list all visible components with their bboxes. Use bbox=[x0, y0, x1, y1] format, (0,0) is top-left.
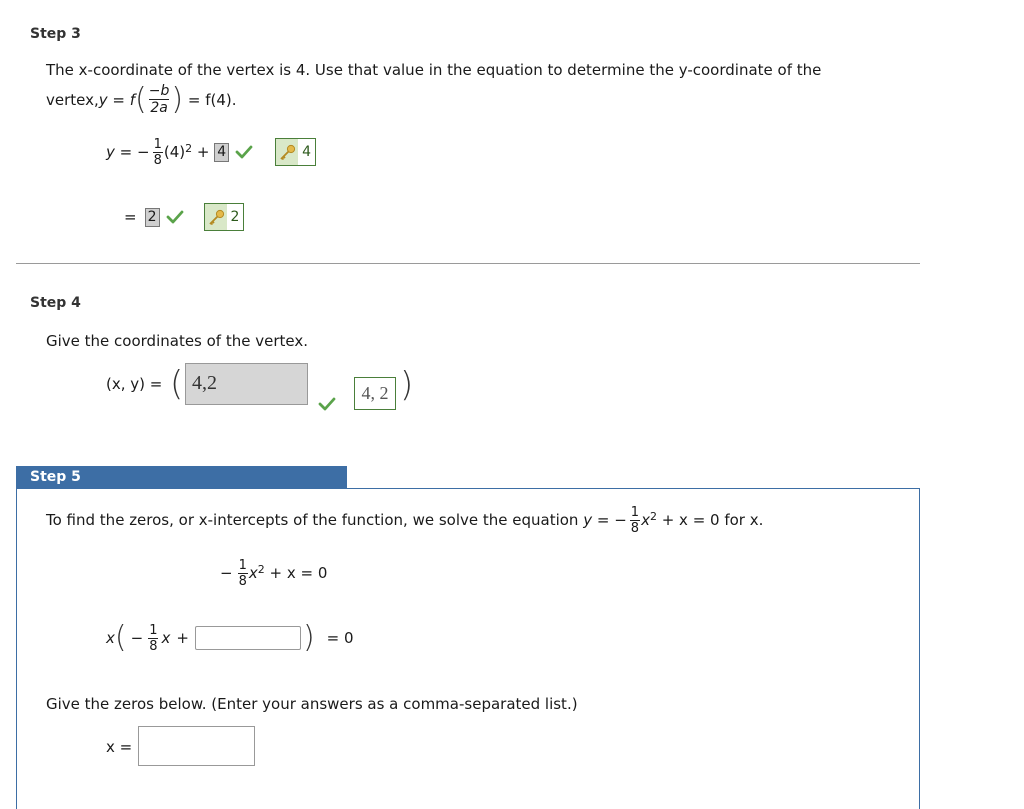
step4-paren-left: ( bbox=[170, 364, 184, 404]
step5-prompt-x: x bbox=[641, 511, 650, 529]
line2-key-value: 2 bbox=[230, 209, 240, 225]
step5-equation1 bbox=[220, 553, 327, 593]
line1-plus: + bbox=[192, 143, 215, 161]
eq1-frac-den: 8 bbox=[238, 573, 247, 589]
line1-frac-den: 8 bbox=[153, 152, 162, 168]
eq2-rhs: = 0 bbox=[326, 629, 354, 647]
key-icon bbox=[205, 204, 227, 230]
eq2-frac-den: 8 bbox=[149, 638, 158, 654]
step5-equation2 bbox=[106, 618, 354, 658]
line1-term: (4) bbox=[163, 143, 186, 161]
step5-zeros-prompt: Give the zeros below. (Enter your answers as a comma-separated list.) bbox=[46, 695, 578, 713]
zeros-input[interactable] bbox=[138, 726, 255, 766]
eq2-frac-num: 1 bbox=[149, 622, 158, 638]
step5-prompt-y: y bbox=[583, 511, 593, 529]
frac-num: −b bbox=[148, 83, 170, 99]
line2-answer: 2 bbox=[145, 208, 160, 227]
step3-y-label: y bbox=[98, 90, 108, 109]
check-icon bbox=[166, 210, 184, 224]
factor-input[interactable] bbox=[195, 626, 301, 650]
eq1-fraction bbox=[238, 559, 248, 588]
step3-intro-line1: The x-coordinate of the vertex is 4. Use that value in the equation to determine the y-coordinate of the bbox=[46, 61, 822, 79]
eq1-x: x bbox=[248, 564, 258, 582]
step4-lhs: (x, y) = bbox=[106, 375, 163, 393]
line2-key-answer bbox=[204, 203, 245, 231]
step5-prompt-eq: = − bbox=[592, 511, 627, 529]
eq1-minus: − bbox=[220, 564, 233, 582]
paren-left: ( bbox=[135, 81, 147, 117]
step3-title: Step 3 bbox=[30, 26, 81, 42]
eq2-fraction bbox=[148, 624, 158, 653]
step3-fraction bbox=[148, 84, 171, 115]
step4-key-answer: 4, 2 bbox=[354, 377, 396, 410]
step-divider bbox=[16, 263, 920, 264]
eq2-paren-left: ( bbox=[114, 620, 127, 655]
step3-equation-line2 bbox=[124, 201, 244, 233]
step3-equation-line1 bbox=[106, 136, 316, 168]
line1-eq: = − bbox=[114, 143, 150, 161]
eq1-rest: + x = 0 bbox=[264, 564, 328, 582]
step5-prompt-fraction bbox=[630, 506, 640, 535]
frac-den: 2a bbox=[150, 100, 168, 116]
step5-prompt-exp: 2 bbox=[649, 509, 657, 523]
check-icon bbox=[318, 397, 336, 411]
paren-right: ) bbox=[171, 81, 184, 117]
step4-prompt: Give the coordinates of the vertex. bbox=[46, 332, 309, 350]
step3-eq-sign: = bbox=[107, 90, 130, 109]
step5-prompt-prefix: To find the zeros, or x-intercepts of the function, we solve the equation bbox=[46, 511, 584, 529]
eq2-x2: x bbox=[161, 629, 171, 647]
key-icon bbox=[276, 139, 298, 165]
eq2-x: x bbox=[106, 629, 115, 647]
eq2-paren-right: ) bbox=[302, 620, 315, 655]
step5-prompt-suffix: + x = 0 for x. bbox=[656, 511, 764, 529]
step3-intro-prefix: vertex, bbox=[46, 90, 99, 109]
step3-f4: = f(4). bbox=[183, 90, 237, 109]
eq1-frac-num: 1 bbox=[238, 557, 247, 573]
line1-key-answer bbox=[275, 138, 316, 166]
step3-f-label: f bbox=[129, 90, 136, 109]
line1-frac-num: 1 bbox=[153, 136, 162, 152]
eq1-exp: 2 bbox=[257, 562, 265, 576]
line2-eq: = bbox=[124, 208, 137, 226]
line1-fraction bbox=[153, 138, 163, 167]
eq2-minus: − bbox=[130, 629, 144, 647]
prompt-frac-num: 1 bbox=[630, 504, 640, 520]
step3-intro-line2 bbox=[46, 81, 237, 117]
step4-title: Step 4 bbox=[30, 295, 81, 311]
line1-exp: 2 bbox=[185, 141, 193, 155]
step5-title: Step 5 bbox=[30, 469, 81, 485]
step4-paren-right: ) bbox=[400, 365, 414, 405]
step5-tab bbox=[16, 466, 347, 488]
line1-key-value: 4 bbox=[302, 144, 312, 160]
check-icon bbox=[235, 145, 253, 159]
step4-answer-field[interactable]: 4,2 bbox=[185, 363, 308, 405]
line1-lhs: y bbox=[106, 143, 115, 161]
eq2-plus: + bbox=[176, 629, 189, 647]
line1-answer: 4 bbox=[214, 143, 229, 162]
prompt-frac-den: 8 bbox=[630, 520, 640, 536]
step5-prompt bbox=[46, 500, 763, 540]
zeros-x-label: x = bbox=[106, 738, 133, 756]
